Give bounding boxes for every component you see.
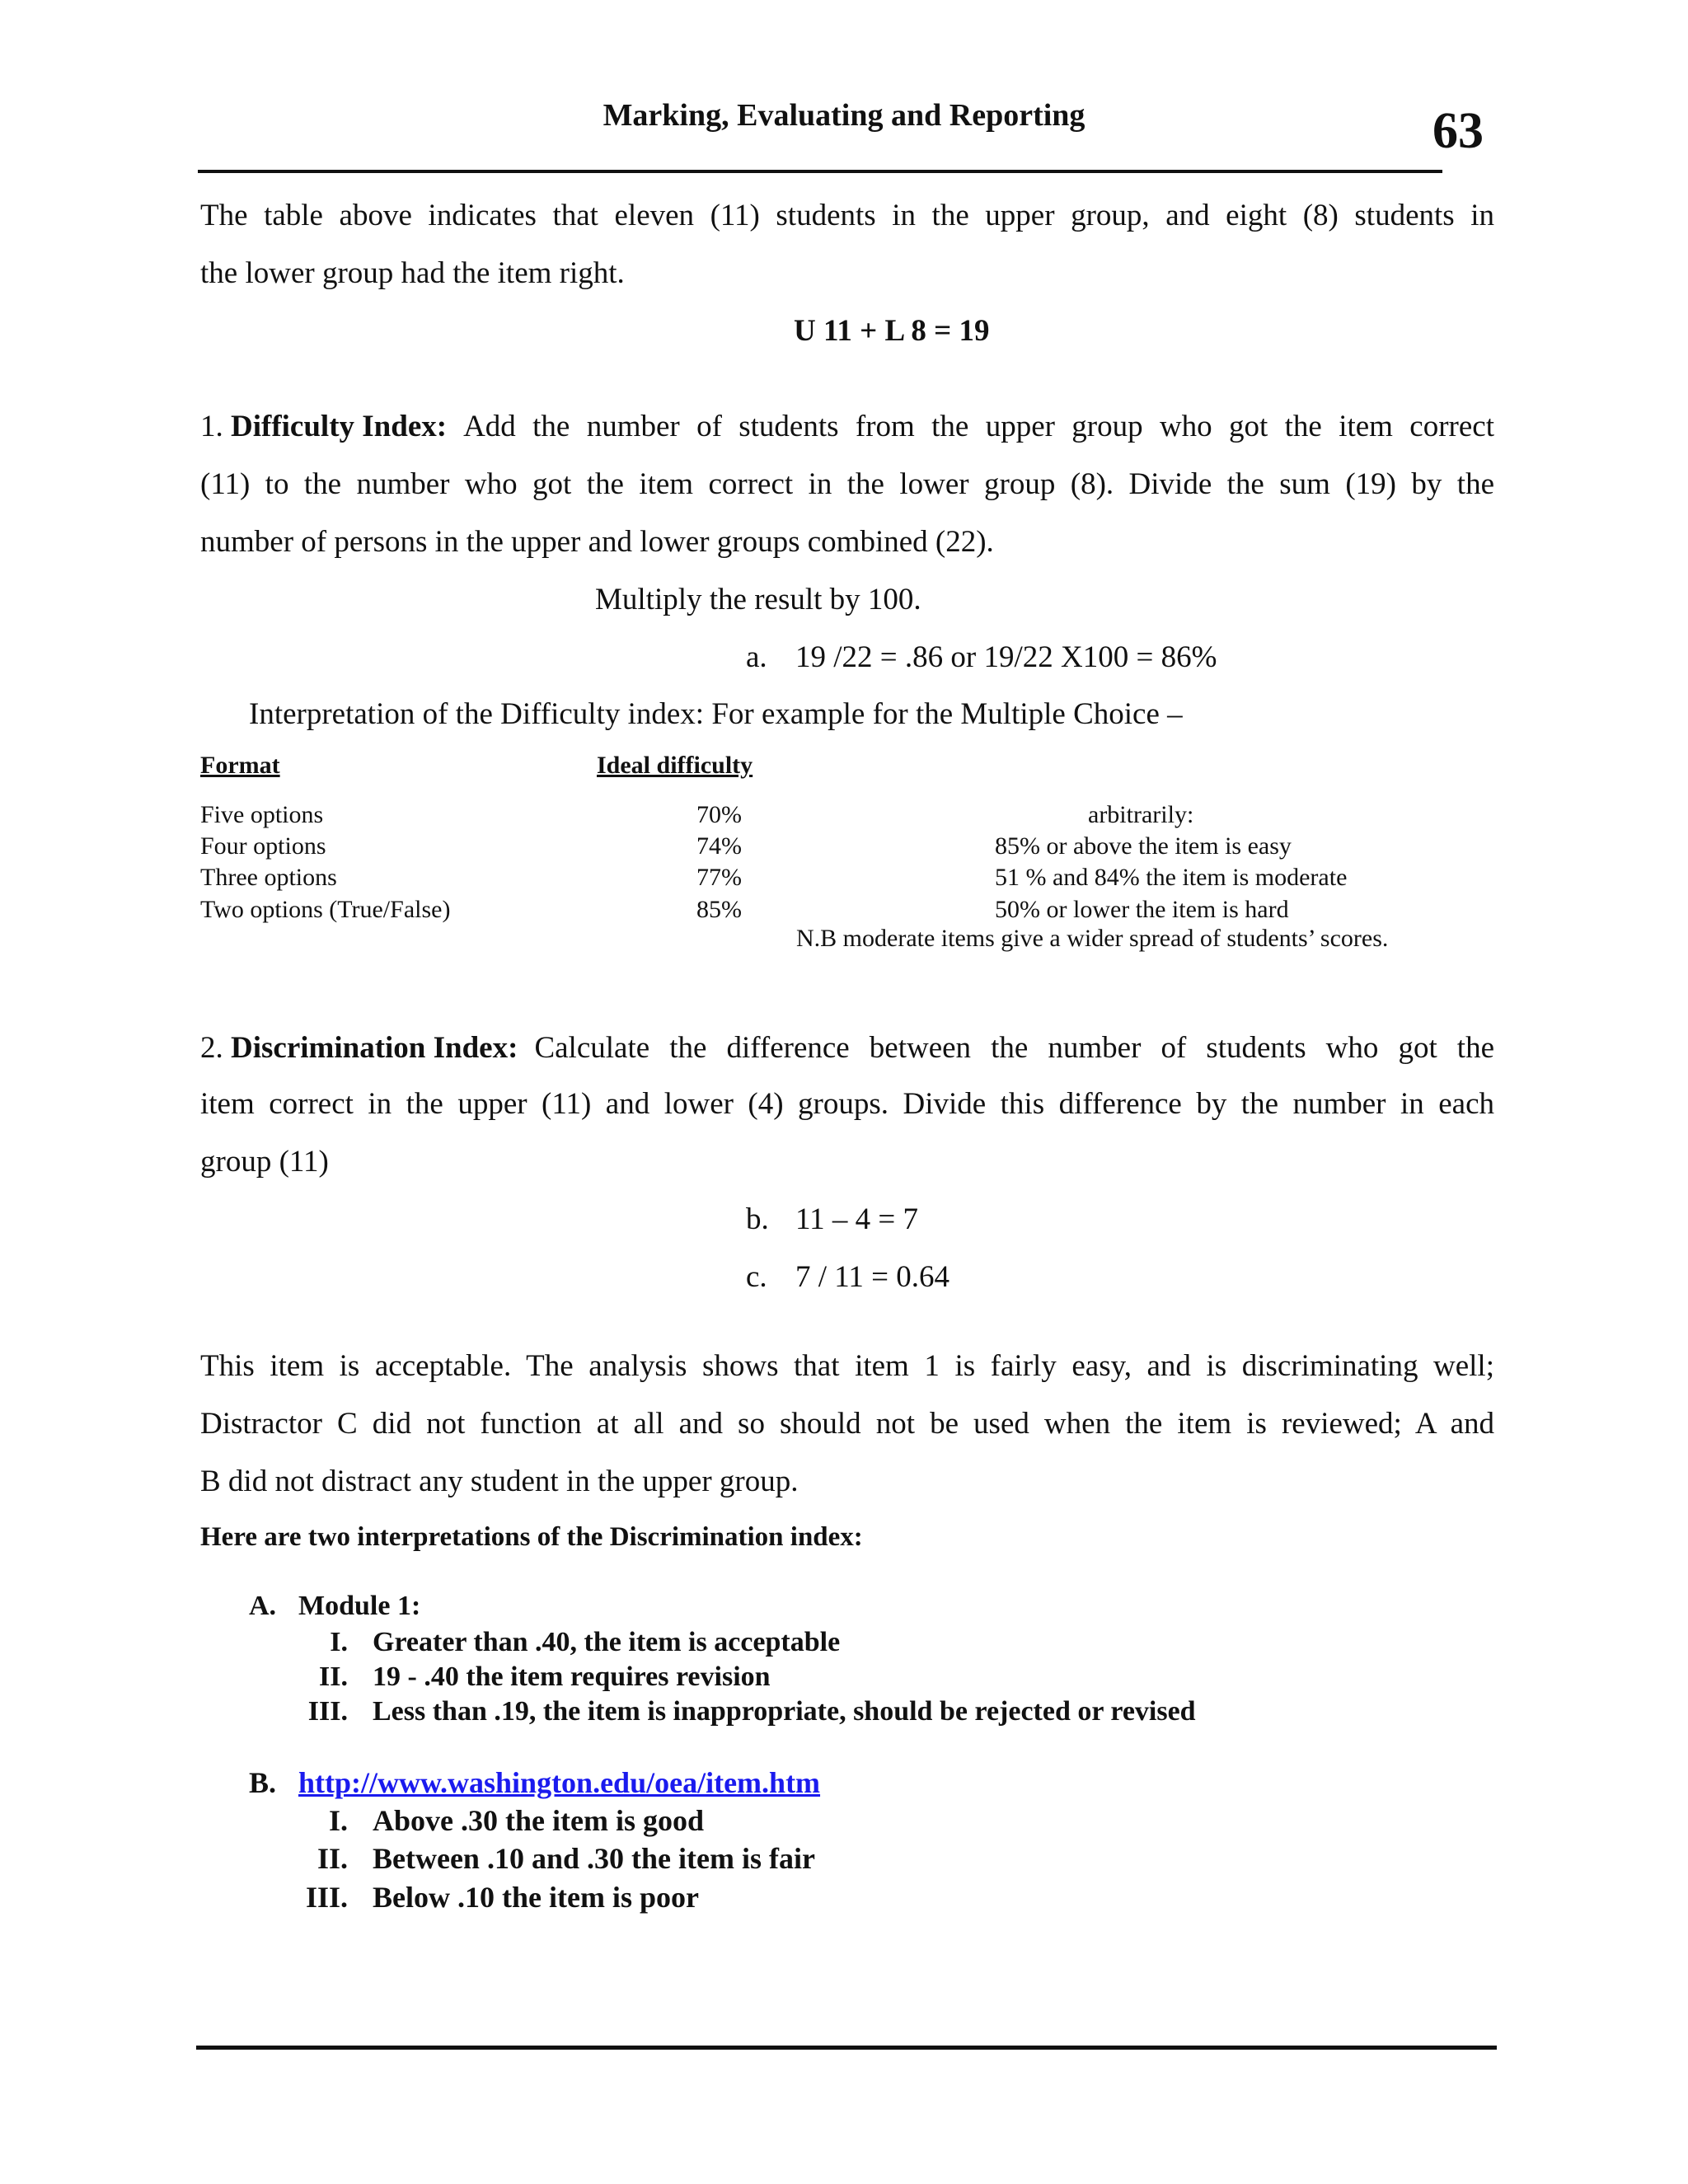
difficulty-number: 1. bbox=[200, 410, 223, 443]
table-row-format: Five options bbox=[200, 801, 324, 828]
list-b-item-num: I. bbox=[328, 1804, 348, 1837]
list-b-label: B. bbox=[249, 1766, 277, 1799]
running-header-title: Marking, Evaluating and Reporting bbox=[603, 98, 1085, 133]
conclusion-line-2: Distractor C did not function at all and so should not be used when the item is reviewed; A and bbox=[200, 1407, 1494, 1441]
difficulty-line-3: number of persons in the upper and lower groups combined (22). bbox=[200, 525, 994, 559]
difficulty-line-4: Multiply the result by 100. bbox=[595, 583, 921, 616]
list-a-item-text: 19 - .40 the item requires revision bbox=[373, 1661, 771, 1692]
conclusion-line-1: This item is acceptable. The analysis shows that item 1 is fairly easy, and is discriminating well; bbox=[200, 1349, 1494, 1383]
table-row-note: 50% or lower the item is hard bbox=[995, 896, 1289, 923]
discrimination-calc-b-label: b. bbox=[746, 1202, 769, 1236]
table-row-ideal: 70% bbox=[696, 801, 742, 828]
table-row-format: Three options bbox=[200, 864, 337, 891]
conclusion-line-3: B did not distract any student in the upper group. bbox=[200, 1465, 799, 1498]
footer-rule bbox=[196, 2046, 1497, 2050]
difficulty-calc: 19 /22 = .86 or 19/22 X100 = 86% bbox=[795, 640, 1217, 674]
list-b-item-text: Between .10 and .30 the item is fair bbox=[373, 1842, 815, 1875]
table-row-ideal: 85% bbox=[696, 896, 742, 923]
list-b-item-text: Above .30 the item is good bbox=[373, 1804, 704, 1837]
discrimination-line-2: item correct in the upper (11) and lower (4) groups. Divide this difference by the number in each bbox=[200, 1087, 1494, 1121]
difficulty-line-1 bbox=[200, 409, 1494, 444]
difficulty-calc-label: a. bbox=[746, 640, 767, 674]
washington-link[interactable]: http://www.washington.edu/oea/item.htm bbox=[298, 1766, 821, 1799]
list-a-item-text: Greater than .40, the item is acceptable bbox=[373, 1627, 841, 1657]
page-number: 63 bbox=[1432, 103, 1484, 159]
intro-line-2: the lower group had the item right. bbox=[200, 256, 625, 290]
list-b-item-text: Below .10 the item is poor bbox=[373, 1881, 699, 1914]
table-row-ideal: 74% bbox=[696, 832, 742, 860]
table-footnote: N.B moderate items give a wider spread of students’ scores. bbox=[796, 925, 1389, 952]
difficulty-interpretation: Interpretation of the Difficulty index: For example for the Multiple Choice – bbox=[249, 697, 1183, 731]
list-a-item-num: II. bbox=[319, 1661, 348, 1692]
discrimination-line-3: group (11) bbox=[200, 1145, 329, 1179]
conclusion-bold-line: Here are two interpretations of the Discrimination index: bbox=[200, 1522, 863, 1552]
list-a-label: A. bbox=[249, 1591, 277, 1621]
difficulty-line-1-text: Add the number of students from the upper group who got the item correct bbox=[463, 410, 1494, 443]
table-header-format: Format bbox=[200, 752, 280, 779]
list-a-item-num: I. bbox=[330, 1627, 348, 1657]
list-b-item-num: III. bbox=[305, 1881, 348, 1914]
intro-line-1: The table above indicates that eleven (11) students in the upper group, and eight (8) students in bbox=[200, 199, 1494, 232]
table-row-format: Two options (True/False) bbox=[200, 896, 451, 923]
list-a-item-num: III. bbox=[307, 1696, 348, 1727]
discrimination-calc-c-label: c. bbox=[746, 1260, 767, 1294]
discrimination-calc-c: 7 / 11 = 0.64 bbox=[795, 1260, 950, 1294]
table-row-note: 51 % and 84% the item is moderate bbox=[995, 864, 1348, 891]
discrimination-line-1 bbox=[200, 1030, 1494, 1066]
table-header-ideal: Ideal difficulty bbox=[597, 752, 753, 779]
header-rule bbox=[198, 170, 1442, 173]
list-a-item-text: Less than .19, the item is inappropriate, should be rejected or revised bbox=[373, 1696, 1196, 1727]
discrimination-number: 2. bbox=[200, 1031, 223, 1065]
discrimination-heading: Discrimination Index: bbox=[231, 1031, 518, 1065]
intro-formula: U 11 + L 8 = 19 bbox=[794, 314, 990, 348]
list-a-title: Module 1: bbox=[298, 1591, 421, 1621]
table-row-note: arbitrarily: bbox=[1088, 801, 1194, 828]
table-row-ideal: 77% bbox=[696, 864, 742, 891]
table-row-format: Four options bbox=[200, 832, 326, 860]
discrimination-calc-b: 11 – 4 = 7 bbox=[795, 1202, 918, 1236]
difficulty-heading: Difficulty Index: bbox=[231, 410, 448, 443]
list-b-item-num: II. bbox=[316, 1842, 348, 1875]
discrimination-line-1-text: Calculate the difference between the number of students who got the bbox=[534, 1031, 1494, 1065]
difficulty-line-2: (11) to the number who got the item correct in the lower group (8). Divide the sum (19) by the bbox=[200, 467, 1494, 501]
table-row-note: 85% or above the item is easy bbox=[995, 832, 1292, 860]
